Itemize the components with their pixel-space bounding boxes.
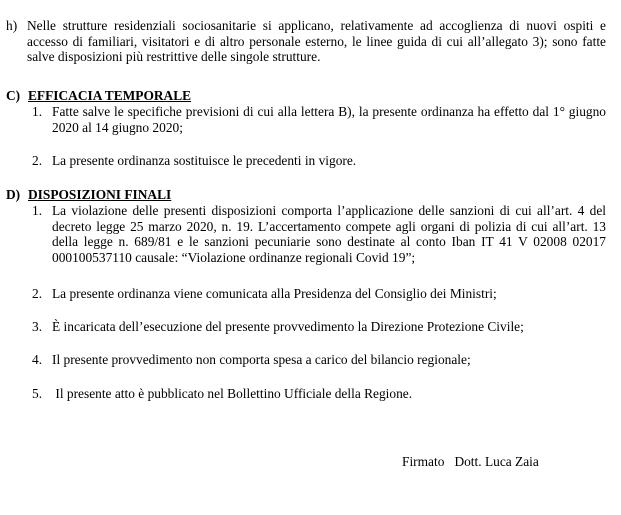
list-item-number: 3. (32, 319, 43, 334)
section-title: DISPOSIZIONI FINALI (28, 187, 172, 202)
list-item-text: La presente ordinanza sostituisce le precedenti in vigore. (52, 153, 357, 168)
list-item-number: 4. (32, 352, 43, 367)
section-d-heading (6, 187, 171, 203)
list-item-number: 1. (32, 203, 43, 218)
list-item-text: La violazione delle presenti disposizioni comporta l’applicazione delle sanzioni di cui all’art. 4 del decreto legge 25 marzo 2020, n. 19. L’accertamento compete agli organi di polizia di cui all’art. 13 della legge n. 689/81 e le sanzioni pecuniarie sono destinate al conto Iban IT 41 V 02008 02017 000100537110 causale: “Violazione ordinanze regionali Covid 19”; (52, 203, 606, 265)
list-item (32, 153, 606, 169)
section-letter: C) (6, 88, 21, 103)
list-item-number: 2. (32, 286, 43, 301)
section-letter: D) (6, 187, 21, 202)
list-item-text: Il presente provvedimento non comporta spesa a carico del bilancio regionale; (52, 352, 471, 367)
section-c-heading (6, 88, 191, 104)
list-item-text: È incaricata dell’esecuzione del presente provvedimento la Direzione Protezione Civile; (52, 319, 524, 334)
list-item (32, 319, 606, 335)
list-item (32, 386, 606, 402)
list-item-text: Fatte salve le specifiche previsioni di cui alla lettera B), la presente ordinanza ha effetto dal 1° giugno 2020 al 14 giugno 2020; (52, 104, 606, 135)
list-item-text: La presente ordinanza viene comunicata alla Presidenza del Consiglio dei Ministri; (52, 286, 497, 301)
paragraph-letter: h) (6, 18, 18, 33)
list-item (32, 104, 606, 135)
paragraph-h (6, 18, 606, 65)
list-item (32, 203, 606, 265)
list-item (32, 352, 606, 368)
paragraph-text: Nelle strutture residenziali sociosanitarie si applicano, relativamente ad accoglienza di nuovi ospiti e accesso di familiari, visitatori e di altro personale esterno, le linee guida di cui all’allegato 3); sono fatte salve disposizioni più restrittive delle singole strutture. (27, 18, 606, 64)
list-item-number: 5. (32, 386, 43, 401)
list-item-text: Il presente atto è pubblicato nel Bollettino Ufficiale della Regione. (52, 386, 413, 401)
signature-line: Firmato Dott. Luca Zaia (402, 454, 539, 469)
section-title: EFFICACIA TEMPORALE (28, 88, 192, 103)
list-item (32, 286, 606, 302)
list-item-number: 1. (32, 104, 43, 119)
list-item-number: 2. (32, 153, 43, 168)
